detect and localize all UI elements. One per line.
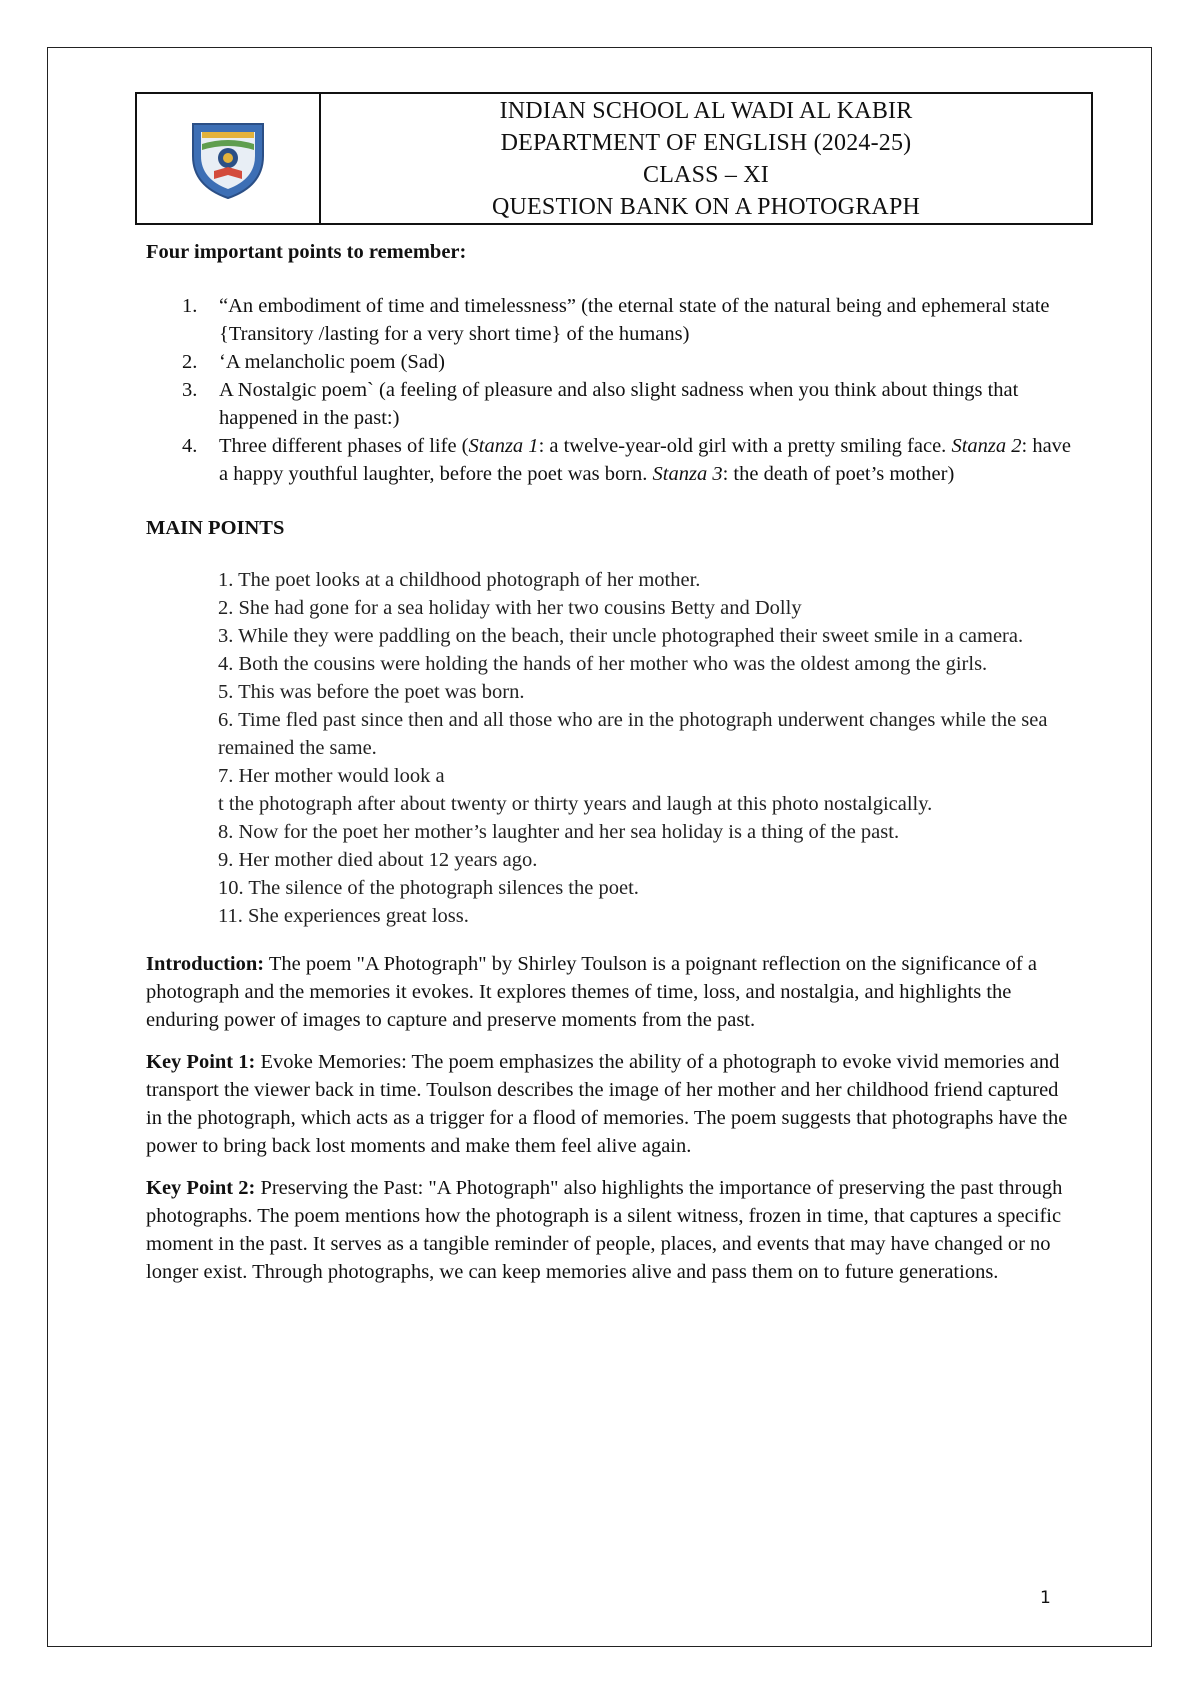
main-point-item: t the photograph after about twenty or thirty years and laugh at this photo nostalgically. bbox=[218, 793, 933, 815]
point-item bbox=[146, 432, 1076, 488]
points-list bbox=[146, 292, 1076, 488]
main-point-item: 3. While they were paddling on the beach, their uncle photographed their sweet smile in a camera. bbox=[218, 625, 1024, 647]
main-point-item: 7. Her mother would look a bbox=[218, 765, 445, 787]
point-number: 3. bbox=[182, 379, 198, 401]
stanza-label: Stanza 3 bbox=[652, 463, 723, 485]
point-number: 4. bbox=[182, 435, 198, 457]
paragraph-label: Key Point 1: bbox=[146, 1051, 256, 1073]
logo-cell bbox=[137, 94, 321, 223]
point-text-part: Three different phases of life ( bbox=[219, 435, 469, 457]
department-name: DEPARTMENT OF ENGLISH (2024-25) bbox=[500, 129, 912, 156]
paragraph-text: The poem "A Photograph" by Shirley Toulson is a poignant reflection on the significance of a photograph and the memories it evokes. It explores themes of time, loss, and nostalgia, and highlights the enduring power of images to capture and preserve moments from the past. bbox=[146, 953, 1037, 1031]
main-point-item: 4. Both the cousins were holding the hands of her mother who was the oldest among the girls. bbox=[218, 653, 988, 675]
main-points-list bbox=[218, 566, 1076, 930]
points-heading: Four important points to remember: bbox=[146, 241, 467, 263]
point-number: 2. bbox=[182, 351, 198, 373]
page-number: 1 bbox=[1040, 1588, 1051, 1608]
main-point-item: 6. Time fled past since then and all those who are in the photograph underwent changes while the sea remained the same. bbox=[218, 709, 1048, 759]
point-text: “An embodiment of time and timelessness” (the eternal state of the natural being and ephemeral state {Transitory /lasting for a very short time} of the humans) bbox=[219, 295, 1050, 345]
main-point-item: 8. Now for the poet her mother’s laughter and her sea holiday is a thing of the past. bbox=[218, 821, 900, 843]
main-point-item: 9. Her mother died about 12 years ago. bbox=[218, 849, 538, 871]
main-point-item: 10. The silence of the photograph silences the poet. bbox=[218, 877, 639, 899]
class-name: CLASS – XI bbox=[642, 161, 770, 188]
introduction-paragraph bbox=[146, 950, 1076, 1034]
main-point-item: 1. The poet looks at a childhood photograph of her mother. bbox=[218, 569, 701, 591]
document-body bbox=[146, 238, 1076, 1286]
key-point-2-paragraph bbox=[146, 1174, 1076, 1286]
paragraph-text: Preserving the Past: "A Photograph" also highlights the importance of preserving the past through photographs. The poem mentions how the photograph is a silent witness, frozen in time, that captures a specific moment in the past. It serves as a tangible reminder of people, places, and events that may have changed or no longer exist. Through photographs, we can keep memories alive and pass them on to future generations. bbox=[146, 1177, 1063, 1283]
point-text bbox=[219, 432, 1076, 488]
main-points-heading: MAIN POINTS bbox=[146, 517, 285, 539]
point-text: ‘A melancholic poem (Sad) bbox=[219, 351, 446, 373]
key-point-1-paragraph bbox=[146, 1048, 1076, 1160]
point-number: 1. bbox=[182, 295, 198, 317]
point-text: A Nostalgic poem` (a feeling of pleasure and also slight sadness when you think about things that happened in the past:) bbox=[219, 379, 1019, 429]
point-text-part: : have a happy youthful laughter, before the poet was born. bbox=[219, 435, 1072, 485]
main-point-item: 2. She had gone for a sea holiday with her two cousins Betty and Dolly bbox=[218, 597, 802, 619]
paragraph-label: Key Point 2: bbox=[146, 1177, 256, 1199]
stanza-label: Stanza 1 bbox=[468, 435, 539, 457]
school-name: INDIAN SCHOOL AL WADI AL KABIR bbox=[499, 97, 913, 124]
point-text-part: : the death of poet’s mother) bbox=[722, 463, 955, 485]
school-crest-icon bbox=[185, 116, 271, 202]
header-table bbox=[135, 92, 1093, 225]
point-item bbox=[146, 376, 1076, 432]
document-title: QUESTION BANK ON A PHOTOGRAPH bbox=[491, 193, 921, 220]
main-point-item: 11. She experiences great loss. bbox=[218, 905, 469, 927]
stanza-label: Stanza 2 bbox=[951, 435, 1022, 457]
point-item bbox=[146, 292, 1076, 348]
paragraph-text: Evoke Memories: The poem emphasizes the ability of a photograph to evoke vivid memories and transport the viewer back in time. Toulson describes the image of her mother and her childhood friend captured in the photograph, which acts as a trigger for a flood of memories. The poem suggests that photographs have the power to bring back lost moments and make them feel alive again. bbox=[146, 1051, 1068, 1157]
header-title-block bbox=[321, 94, 1091, 223]
point-item bbox=[146, 348, 1076, 376]
paragraph-label: Introduction: bbox=[146, 953, 265, 975]
main-point-item: 5. This was before the poet was born. bbox=[218, 681, 525, 703]
point-text-part: : a twelve-year-old girl with a pretty smiling face. bbox=[538, 435, 952, 457]
